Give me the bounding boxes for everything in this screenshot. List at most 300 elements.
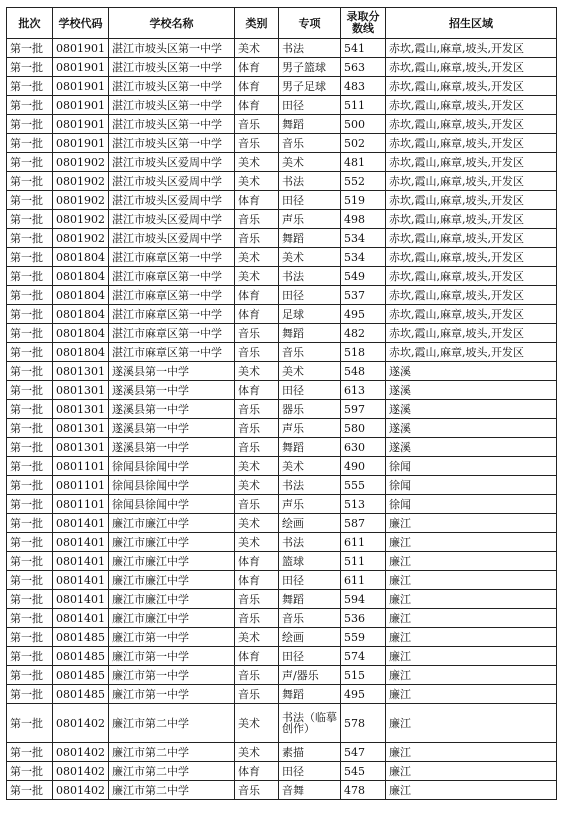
cell-batch: 第一批 (7, 590, 53, 609)
cell-school-name: 廉江市第二中学 (109, 762, 235, 781)
cell-specialty: 书法 (279, 172, 341, 191)
cell-category: 体育 (235, 286, 279, 305)
cell-school-code: 0801901 (53, 115, 109, 134)
table-row (7, 628, 557, 647)
cell-school-code: 0801902 (53, 229, 109, 248)
cell-batch: 第一批 (7, 39, 53, 58)
table-row (7, 248, 557, 267)
cell-specialty: 美术 (279, 362, 341, 381)
cell-school-code: 0801401 (53, 609, 109, 628)
cell-cutoff-score: 515 (341, 666, 386, 685)
cell-batch: 第一批 (7, 248, 53, 267)
cell-enrollment-area: 赤坎,霞山,麻章,坡头,开发区 (386, 96, 557, 115)
cell-category: 音乐 (235, 685, 279, 704)
cell-category: 音乐 (235, 229, 279, 248)
cell-school-name: 湛江市坡头区爱周中学 (109, 210, 235, 229)
cell-batch: 第一批 (7, 533, 53, 552)
cell-school-code: 0801401 (53, 571, 109, 590)
cell-specialty: 田径 (279, 191, 341, 210)
cell-enrollment-area: 徐闻 (386, 476, 557, 495)
cell-cutoff-score: 483 (341, 77, 386, 96)
cell-cutoff-score: 481 (341, 153, 386, 172)
cell-school-code: 0801101 (53, 457, 109, 476)
cell-specialty: 书法 (279, 267, 341, 286)
cell-school-name: 遂溪县第一中学 (109, 400, 235, 419)
cell-school-name: 廉江市第一中学 (109, 685, 235, 704)
cell-school-code: 0801902 (53, 210, 109, 229)
cell-category: 音乐 (235, 438, 279, 457)
cell-school-name: 廉江市廉江中学 (109, 552, 235, 571)
cell-batch: 第一批 (7, 229, 53, 248)
cell-category: 音乐 (235, 495, 279, 514)
cell-specialty: 器乐 (279, 400, 341, 419)
cell-school-code: 0801402 (53, 781, 109, 800)
cell-cutoff-score: 611 (341, 533, 386, 552)
table-row (7, 704, 557, 743)
cell-cutoff-score: 594 (341, 590, 386, 609)
table-row (7, 134, 557, 153)
cell-category: 音乐 (235, 115, 279, 134)
cell-batch: 第一批 (7, 514, 53, 533)
cell-enrollment-area: 廉江 (386, 514, 557, 533)
cell-school-code: 0801401 (53, 552, 109, 571)
cell-specialty: 绘画 (279, 514, 341, 533)
cell-enrollment-area: 赤坎,霞山,麻章,坡头,开发区 (386, 39, 557, 58)
cell-specialty: 男子篮球 (279, 58, 341, 77)
cell-school-code: 0801485 (53, 628, 109, 647)
cell-batch: 第一批 (7, 762, 53, 781)
cell-batch: 第一批 (7, 628, 53, 647)
cell-school-code: 0801485 (53, 666, 109, 685)
cell-school-name: 湛江市坡头区爱周中学 (109, 229, 235, 248)
cell-school-name: 廉江市廉江中学 (109, 571, 235, 590)
cell-school-code: 0801804 (53, 248, 109, 267)
cell-cutoff-score: 511 (341, 96, 386, 115)
cell-school-code: 0801901 (53, 39, 109, 58)
cell-specialty: 舞蹈 (279, 229, 341, 248)
header-school-code: 学校代码 (53, 8, 109, 39)
cell-specialty: 素描 (279, 743, 341, 762)
table-row (7, 400, 557, 419)
cell-school-code: 0801804 (53, 343, 109, 362)
table-body (7, 39, 557, 800)
cell-category: 美术 (235, 39, 279, 58)
cell-category: 体育 (235, 552, 279, 571)
cell-school-name: 徐闻县徐闻中学 (109, 476, 235, 495)
table-row (7, 172, 557, 191)
cell-enrollment-area: 廉江 (386, 704, 557, 743)
cell-school-name: 廉江市廉江中学 (109, 590, 235, 609)
cell-specialty: 书法 (279, 476, 341, 495)
cell-school-name: 廉江市第二中学 (109, 781, 235, 800)
cell-batch: 第一批 (7, 457, 53, 476)
cell-batch: 第一批 (7, 343, 53, 362)
cell-school-code: 0801101 (53, 495, 109, 514)
cell-batch: 第一批 (7, 362, 53, 381)
cell-category: 体育 (235, 381, 279, 400)
cell-category: 音乐 (235, 343, 279, 362)
cell-cutoff-score: 500 (341, 115, 386, 134)
cell-cutoff-score: 534 (341, 229, 386, 248)
cell-specialty: 音乐 (279, 343, 341, 362)
cell-cutoff-score: 578 (341, 704, 386, 743)
cell-school-name: 廉江市第二中学 (109, 704, 235, 743)
cell-school-name: 遂溪县第一中学 (109, 419, 235, 438)
cell-specialty: 绘画 (279, 628, 341, 647)
table-row (7, 762, 557, 781)
cell-school-name: 湛江市麻章区第一中学 (109, 324, 235, 343)
table-row (7, 362, 557, 381)
cell-enrollment-area: 廉江 (386, 666, 557, 685)
cell-enrollment-area: 赤坎,霞山,麻章,坡头,开发区 (386, 210, 557, 229)
cell-specialty: 男子足球 (279, 77, 341, 96)
cell-enrollment-area: 遂溪 (386, 362, 557, 381)
cell-category: 音乐 (235, 400, 279, 419)
header-row (7, 8, 557, 39)
cell-specialty: 田径 (279, 286, 341, 305)
cell-school-code: 0801401 (53, 533, 109, 552)
table-row (7, 476, 557, 495)
cell-enrollment-area: 赤坎,霞山,麻章,坡头,开发区 (386, 153, 557, 172)
cell-specialty: 舞蹈 (279, 115, 341, 134)
cell-school-name: 湛江市坡头区第一中学 (109, 96, 235, 115)
cell-batch: 第一批 (7, 609, 53, 628)
cell-batch: 第一批 (7, 419, 53, 438)
cell-specialty: 音乐 (279, 609, 341, 628)
cell-cutoff-score: 549 (341, 267, 386, 286)
cell-batch: 第一批 (7, 647, 53, 666)
cell-school-name: 廉江市第一中学 (109, 666, 235, 685)
cell-batch: 第一批 (7, 743, 53, 762)
cell-category: 音乐 (235, 590, 279, 609)
cell-category: 音乐 (235, 210, 279, 229)
cell-batch: 第一批 (7, 666, 53, 685)
cell-specialty: 音乐 (279, 134, 341, 153)
cell-enrollment-area: 赤坎,霞山,麻章,坡头,开发区 (386, 267, 557, 286)
cell-cutoff-score: 563 (341, 58, 386, 77)
cell-specialty: 田径 (279, 762, 341, 781)
table-row (7, 495, 557, 514)
cell-batch: 第一批 (7, 552, 53, 571)
cell-school-code: 0801901 (53, 58, 109, 77)
cell-specialty: 书法（临摹创作） (279, 704, 341, 743)
table-row (7, 666, 557, 685)
cell-cutoff-score: 580 (341, 419, 386, 438)
cell-specialty: 舞蹈 (279, 438, 341, 457)
cell-school-name: 徐闻县徐闻中学 (109, 457, 235, 476)
header-batch: 批次 (7, 8, 53, 39)
cell-specialty: 书法 (279, 39, 341, 58)
cell-batch: 第一批 (7, 400, 53, 419)
cell-enrollment-area: 廉江 (386, 609, 557, 628)
cell-school-name: 廉江市廉江中学 (109, 514, 235, 533)
cell-cutoff-score: 613 (341, 381, 386, 400)
table-row (7, 438, 557, 457)
cell-enrollment-area: 赤坎,霞山,麻章,坡头,开发区 (386, 343, 557, 362)
cell-school-code: 0801901 (53, 77, 109, 96)
cell-enrollment-area: 遂溪 (386, 419, 557, 438)
cell-batch: 第一批 (7, 267, 53, 286)
cell-school-code: 0801804 (53, 267, 109, 286)
cell-category: 体育 (235, 96, 279, 115)
cell-school-name: 廉江市第二中学 (109, 743, 235, 762)
cell-specialty: 声/器乐 (279, 666, 341, 685)
table-row (7, 419, 557, 438)
cell-school-name: 廉江市第一中学 (109, 628, 235, 647)
cell-school-code: 0801301 (53, 419, 109, 438)
admission-score-table (6, 7, 557, 800)
table-row (7, 115, 557, 134)
cell-cutoff-score: 518 (341, 343, 386, 362)
cell-category: 体育 (235, 305, 279, 324)
cell-specialty: 田径 (279, 647, 341, 666)
cell-category: 音乐 (235, 781, 279, 800)
cell-category: 音乐 (235, 324, 279, 343)
cell-category: 美术 (235, 172, 279, 191)
cell-enrollment-area: 赤坎,霞山,麻章,坡头,开发区 (386, 324, 557, 343)
cell-specialty: 舞蹈 (279, 324, 341, 343)
cell-cutoff-score: 574 (341, 647, 386, 666)
cell-school-name: 遂溪县第一中学 (109, 438, 235, 457)
cell-cutoff-score: 490 (341, 457, 386, 476)
cell-category: 美术 (235, 362, 279, 381)
cell-school-name: 湛江市麻章区第一中学 (109, 305, 235, 324)
cell-enrollment-area: 徐闻 (386, 457, 557, 476)
header-cutoff-score: 录取分数线 (341, 8, 386, 39)
table-row (7, 191, 557, 210)
cell-school-code: 0801401 (53, 590, 109, 609)
cell-specialty: 舞蹈 (279, 590, 341, 609)
cell-enrollment-area: 赤坎,霞山,麻章,坡头,开发区 (386, 286, 557, 305)
cell-school-code: 0801901 (53, 134, 109, 153)
cell-enrollment-area: 廉江 (386, 533, 557, 552)
cell-specialty: 声乐 (279, 419, 341, 438)
cell-school-code: 0801902 (53, 153, 109, 172)
cell-school-code: 0801301 (53, 362, 109, 381)
cell-cutoff-score: 548 (341, 362, 386, 381)
cell-school-name: 湛江市坡头区爱周中学 (109, 191, 235, 210)
cell-school-name: 湛江市坡头区第一中学 (109, 115, 235, 134)
cell-enrollment-area: 赤坎,霞山,麻章,坡头,开发区 (386, 58, 557, 77)
cell-school-name: 湛江市坡头区第一中学 (109, 77, 235, 96)
cell-school-name: 湛江市坡头区第一中学 (109, 58, 235, 77)
table-row (7, 781, 557, 800)
cell-school-code: 0801301 (53, 400, 109, 419)
table-row (7, 609, 557, 628)
cell-cutoff-score: 482 (341, 324, 386, 343)
cell-category: 音乐 (235, 419, 279, 438)
cell-enrollment-area: 遂溪 (386, 381, 557, 400)
cell-batch: 第一批 (7, 115, 53, 134)
cell-enrollment-area: 廉江 (386, 552, 557, 571)
cell-batch: 第一批 (7, 153, 53, 172)
cell-specialty: 音舞 (279, 781, 341, 800)
header-school-name: 学校名称 (109, 8, 235, 39)
cell-batch: 第一批 (7, 77, 53, 96)
cell-cutoff-score: 536 (341, 609, 386, 628)
cell-batch: 第一批 (7, 438, 53, 457)
cell-school-code: 0801485 (53, 685, 109, 704)
cell-cutoff-score: 547 (341, 743, 386, 762)
cell-specialty: 美术 (279, 248, 341, 267)
cell-category: 音乐 (235, 134, 279, 153)
cell-batch: 第一批 (7, 286, 53, 305)
table-row (7, 77, 557, 96)
cell-cutoff-score: 495 (341, 685, 386, 704)
header-category: 类别 (235, 8, 279, 39)
cell-batch: 第一批 (7, 172, 53, 191)
cell-category: 体育 (235, 77, 279, 96)
cell-enrollment-area: 赤坎,霞山,麻章,坡头,开发区 (386, 248, 557, 267)
cell-category: 美术 (235, 628, 279, 647)
cell-school-code: 0801901 (53, 96, 109, 115)
table-row (7, 286, 557, 305)
table-row (7, 552, 557, 571)
cell-enrollment-area: 遂溪 (386, 400, 557, 419)
cell-school-code: 0801902 (53, 172, 109, 191)
cell-enrollment-area: 廉江 (386, 647, 557, 666)
cell-cutoff-score: 513 (341, 495, 386, 514)
cell-category: 美术 (235, 267, 279, 286)
cell-school-name: 湛江市麻章区第一中学 (109, 248, 235, 267)
cell-specialty: 美术 (279, 153, 341, 172)
cell-school-name: 廉江市第一中学 (109, 647, 235, 666)
table-row (7, 210, 557, 229)
cell-category: 音乐 (235, 609, 279, 628)
cell-school-name: 湛江市坡头区爱周中学 (109, 153, 235, 172)
cell-cutoff-score: 555 (341, 476, 386, 495)
cell-school-name: 徐闻县徐闻中学 (109, 495, 235, 514)
cell-category: 音乐 (235, 666, 279, 685)
cell-batch: 第一批 (7, 305, 53, 324)
cell-category: 美术 (235, 533, 279, 552)
cell-category: 美术 (235, 514, 279, 533)
header-enrollment-area: 招生区域 (386, 8, 557, 39)
cell-specialty: 田径 (279, 96, 341, 115)
cell-school-name: 遂溪县第一中学 (109, 362, 235, 381)
cell-cutoff-score: 552 (341, 172, 386, 191)
cell-category: 美术 (235, 248, 279, 267)
table-row (7, 457, 557, 476)
cell-school-name: 湛江市坡头区第一中学 (109, 134, 235, 153)
cell-school-name: 湛江市坡头区爱周中学 (109, 172, 235, 191)
table-row (7, 571, 557, 590)
cell-school-code: 0801301 (53, 438, 109, 457)
cell-cutoff-score: 587 (341, 514, 386, 533)
cell-enrollment-area: 廉江 (386, 628, 557, 647)
cell-batch: 第一批 (7, 134, 53, 153)
cell-specialty: 篮球 (279, 552, 341, 571)
cell-school-code: 0801902 (53, 191, 109, 210)
table-row (7, 229, 557, 248)
cell-enrollment-area: 廉江 (386, 590, 557, 609)
table-row (7, 39, 557, 58)
cell-enrollment-area: 廉江 (386, 743, 557, 762)
cell-cutoff-score: 495 (341, 305, 386, 324)
cell-specialty: 书法 (279, 533, 341, 552)
cell-category: 体育 (235, 571, 279, 590)
cell-cutoff-score: 519 (341, 191, 386, 210)
cell-school-code: 0801402 (53, 704, 109, 743)
cell-school-code: 0801804 (53, 324, 109, 343)
document-page (6, 7, 557, 800)
cell-school-name: 廉江市廉江中学 (109, 609, 235, 628)
cell-category: 美术 (235, 153, 279, 172)
cell-batch: 第一批 (7, 781, 53, 800)
table-row (7, 58, 557, 77)
cell-enrollment-area: 廉江 (386, 762, 557, 781)
cell-enrollment-area: 徐闻 (386, 495, 557, 514)
cell-batch: 第一批 (7, 571, 53, 590)
cell-cutoff-score: 559 (341, 628, 386, 647)
cell-school-code: 0801101 (53, 476, 109, 495)
table-row (7, 324, 557, 343)
cell-enrollment-area: 赤坎,霞山,麻章,坡头,开发区 (386, 77, 557, 96)
cell-batch: 第一批 (7, 58, 53, 77)
table-header (7, 8, 557, 39)
cell-enrollment-area: 赤坎,霞山,麻章,坡头,开发区 (386, 134, 557, 153)
cell-enrollment-area: 赤坎,霞山,麻章,坡头,开发区 (386, 305, 557, 324)
table-row (7, 514, 557, 533)
cell-school-code: 0801401 (53, 514, 109, 533)
cell-cutoff-score: 502 (341, 134, 386, 153)
cell-cutoff-score: 537 (341, 286, 386, 305)
cell-cutoff-score: 545 (341, 762, 386, 781)
cell-enrollment-area: 廉江 (386, 685, 557, 704)
cell-cutoff-score: 630 (341, 438, 386, 457)
cell-enrollment-area: 廉江 (386, 781, 557, 800)
cell-school-code: 0801301 (53, 381, 109, 400)
cell-cutoff-score: 534 (341, 248, 386, 267)
cell-batch: 第一批 (7, 381, 53, 400)
cell-category: 体育 (235, 762, 279, 781)
cell-category: 体育 (235, 58, 279, 77)
cell-school-name: 湛江市麻章区第一中学 (109, 267, 235, 286)
cell-enrollment-area: 赤坎,霞山,麻章,坡头,开发区 (386, 229, 557, 248)
cell-enrollment-area: 赤坎,霞山,麻章,坡头,开发区 (386, 115, 557, 134)
cell-category: 美术 (235, 704, 279, 743)
cell-enrollment-area: 遂溪 (386, 438, 557, 457)
cell-batch: 第一批 (7, 324, 53, 343)
cell-school-code: 0801485 (53, 647, 109, 666)
cell-school-name: 遂溪县第一中学 (109, 381, 235, 400)
cell-category: 体育 (235, 647, 279, 666)
cell-cutoff-score: 478 (341, 781, 386, 800)
header-specialty: 专项 (279, 8, 341, 39)
cell-batch: 第一批 (7, 191, 53, 210)
cell-batch: 第一批 (7, 210, 53, 229)
cell-category: 美术 (235, 457, 279, 476)
table-row (7, 96, 557, 115)
cell-school-name: 湛江市麻章区第一中学 (109, 286, 235, 305)
table-row (7, 743, 557, 762)
cell-cutoff-score: 611 (341, 571, 386, 590)
table-row (7, 381, 557, 400)
cell-cutoff-score: 498 (341, 210, 386, 229)
table-row (7, 685, 557, 704)
cell-specialty: 美术 (279, 457, 341, 476)
cell-specialty: 声乐 (279, 495, 341, 514)
cell-batch: 第一批 (7, 476, 53, 495)
cell-school-name: 廉江市廉江中学 (109, 533, 235, 552)
cell-enrollment-area: 赤坎,霞山,麻章,坡头,开发区 (386, 172, 557, 191)
cell-school-code: 0801804 (53, 305, 109, 324)
cell-enrollment-area: 廉江 (386, 571, 557, 590)
cell-school-code: 0801402 (53, 743, 109, 762)
cell-specialty: 声乐 (279, 210, 341, 229)
table-row (7, 267, 557, 286)
cell-specialty: 足球 (279, 305, 341, 324)
